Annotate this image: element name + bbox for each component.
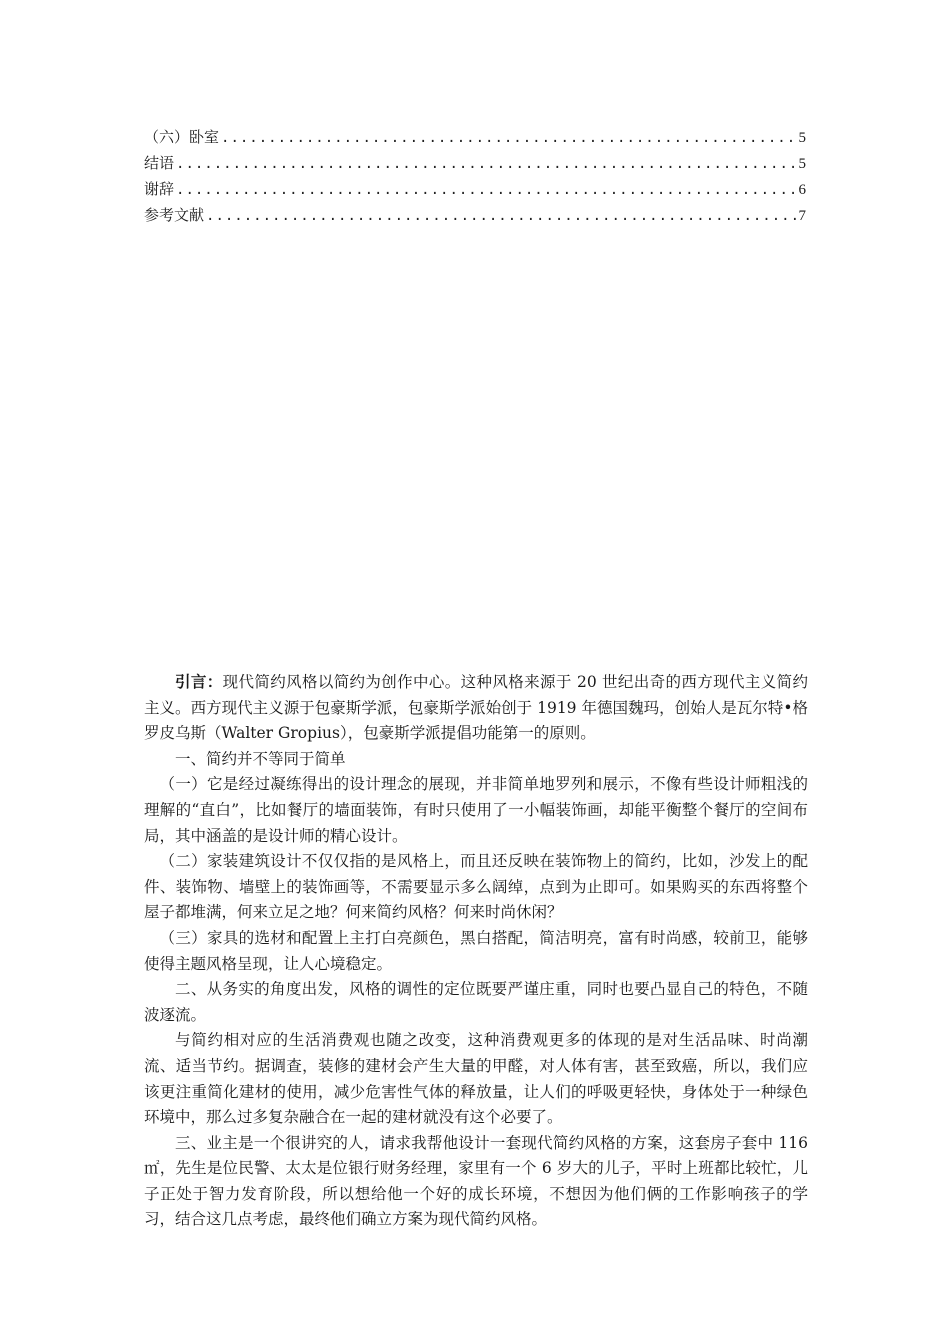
- toc-entry: [144, 150, 806, 176]
- toc-entry-page: 7: [798, 208, 806, 224]
- table-of-contents: [144, 124, 806, 228]
- section-heading-1: 一、简约并不等同于简单: [175, 749, 346, 768]
- toc-leader-dots: [221, 125, 796, 150]
- body-paragraph: （一）它是经过凝练得出的设计理念的展现，并非简单地罗列和展示，不像有些设计师粗浅的理解的“直白”，比如餐厅的墙面装饰，有时只使用了一小幅装饰画，却能平衡整个餐厅的空间布局，其中涵盖的是设计师的精心设计。: [144, 775, 808, 845]
- toc-entry-title: （六）卧室: [144, 128, 220, 146]
- toc-entry-title: 结语: [144, 154, 175, 172]
- toc-leader-dots: [206, 203, 796, 228]
- intro-text: 现代简约风格以简约为创作中心。这种风格来源于 20 世纪出奇的西方现代主义简约主义。西方现代主义源于包豪斯学派，包豪斯学派始创于 1919 年德国魏玛，创始人是瓦尔特•格罗皮乌斯（Walter Gropius），包豪斯学派提倡功能第一的原则。: [144, 673, 808, 743]
- intro-lead: 引言：: [175, 672, 223, 691]
- toc-entry: [144, 176, 806, 202]
- toc-leader-dots: [176, 177, 796, 202]
- toc-entry-title: 参考文献: [144, 206, 205, 224]
- toc-entry-title: 谢辞: [144, 180, 175, 198]
- toc-entry: [144, 202, 806, 228]
- body-text: [144, 669, 808, 1233]
- intro-paragraph: [144, 669, 808, 747]
- body-paragraph: （二）家装建筑设计不仅仅指的是风格上，而且还反映在装饰物上的简约，比如，沙发上的配件、装饰物、墙壁上的装饰画等，不需要显示多么阔绰，点到为止即可。如果购买的东西将整个屋子都堆满，何来立足之地？何来简约风格？何来时尚休闲？: [144, 852, 808, 922]
- body-paragraph: （三）家具的选材和配置上主打白亮颜色，黑白搭配，简洁明亮，富有时尚感，较前卫，能够使得主题风格呈现，让人心境稳定。: [144, 928, 808, 973]
- toc-entry: [144, 124, 806, 150]
- toc-entry-page: 5: [798, 156, 806, 172]
- toc-leader-dots: [176, 151, 796, 176]
- section-heading-3: 三、业主是一个很讲究的人，请求我帮他设计一套现代简约风格的方案，这套房子套中 116㎡，先生是位民警、太太是位银行财务经理，家里有一个 6 岁大的儿子，平时上班都比较忙，儿子正处于智力发育阶段，所以想给他一个好的成长环境，不想因为他们俩的工作影响孩子的学习，结合这几点考虑，最终他们确立方案为现代简约风格。: [144, 1133, 808, 1229]
- toc-entry-page: 5: [798, 130, 806, 146]
- section-heading-2: 二、从务实的角度出发，风格的调性的定位既要严谨庄重，同时也要凸显自己的特色，不随波逐流。: [144, 980, 808, 1024]
- body-paragraph: 与简约相对应的生活消费观也随之改变，这种消费观更多的体现的是对生活品味、时尚潮流、适当节约。据调查，装修的建材会产生大量的甲醛，对人体有害，甚至致癌，所以，我们应该更注重简化建材的使用，减少危害性气体的释放量，让人们的呼吸更轻快，身体处于一种绿色环境中，那么过多复杂融合在一起的建材就没有这个必要了。: [144, 1031, 808, 1127]
- toc-entry-page: 6: [798, 182, 806, 198]
